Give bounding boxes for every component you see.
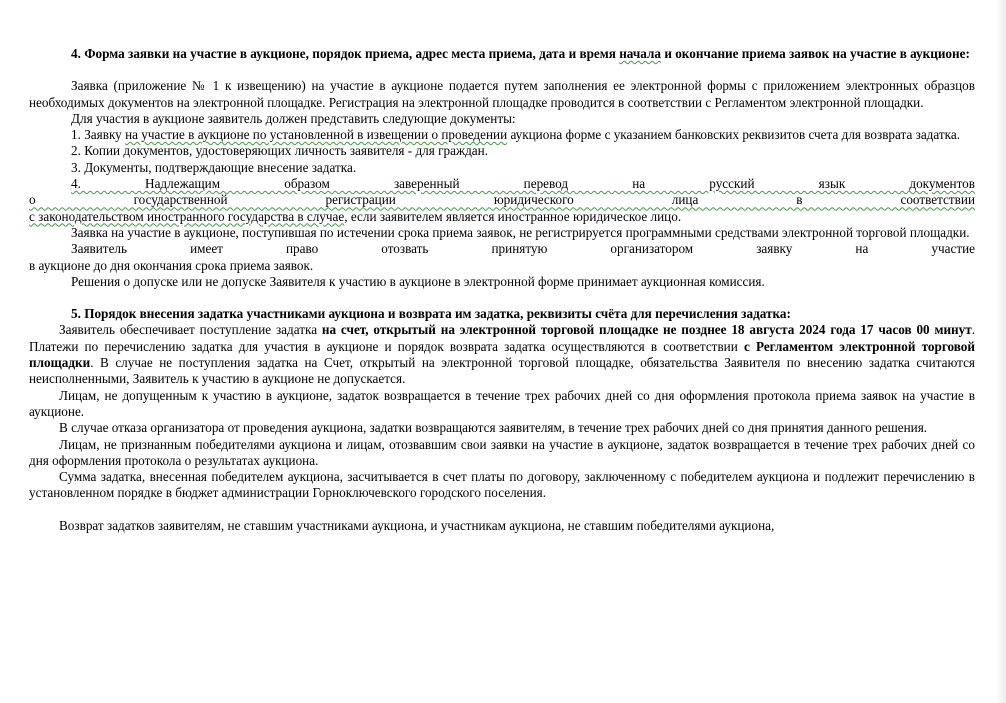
spell-check-underline: с законодательством иностранного государства в случае	[29, 208, 345, 224]
paragraph: Сумма задатка, внесенная победителем аукциона, засчитывается в счет платы по договору, заключенному с победителем аукциона и подлежит перечислению в установленном порядке в бюджет администрации Горноключевского городского поселения.	[29, 469, 975, 501]
list-item	[29, 176, 975, 192]
list-item: 2. Копии документов, удостоверяющих личность заявителя - для граждан.	[71, 143, 489, 159]
spell-check-underline: 4. Надлежащим образом заверенный перевод на русский язык документов	[71, 176, 975, 192]
list-item-continued	[29, 192, 975, 208]
list-item-continued: с законодательством иностранного государства в случае, если заявителем является иностранное юридическое лицо.	[29, 208, 682, 224]
list-item: 1. Заявку на участие в аукционе по установленной в извещении о проведении аукциона форме с указанием банковских реквизитов счета для возврата задатка.	[71, 127, 961, 143]
paragraph: Лицам, не признанным победителями аукциона и лицам, отозвавшим свои заявки на участие в аукционе, задаток возвращается в течение трех рабочих дней со дня оформления протокола о результатах аукциона.	[29, 436, 975, 468]
section-4-heading: 4. Форма заявки на участие в аукционе, порядок приема, адрес места приема, дата и время начала и окончание приема заявок на участие в аукционе:	[71, 46, 970, 61]
paragraph: Заявитель обеспечивает поступление задатка на счет, открытый на электронной торговой площадке не позднее 18 августа 2024 года 17 часов 00 минут. Платежи по перечислению задатка для участия в аукционе и порядок возврата задатка осуществляются в соответствии с Регламентом электронной торговой площадки. В случае не поступления задатка на Счет, открытый на электронной торговой площадке, обязательства Заявителя по внесению задатка считаются неисполненными, Заявитель к участию в аукционе не допускается.	[29, 322, 976, 387]
list-item: 3. Документы, подтверждающие внесение задатка.	[71, 159, 357, 175]
paragraph: Заявитель имеет право отозвать принятую организатором заявку на участие	[71, 241, 975, 257]
paragraph: Заявка (приложение № 1 к извещению) на участие в аукционе подается путем заполнения ее электронной формы с приложением электронных образцов необходимых документов на электронной площадке. Регистрация на электронной площадке проводится в соответствии с Регламентом электронной площадки.	[29, 78, 975, 110]
paragraph-continued: в аукционе до дня окончания срока приема заявок.	[29, 257, 314, 273]
paragraph: В случае отказа организатора от проведения аукциона, задатки возвращаются заявителям, в течение трех рабочих дней со дня принятия данного решения.	[59, 420, 928, 436]
paragraph: Решения о допуске или не допуске Заявителя к участию в аукционе в электронной форме принимает аукционная комиссия.	[71, 273, 765, 289]
paragraph: Возврат задатков заявителям, не ставшим участниками аукциона, и участникам аукциона, не ставшим победителями аукциона,	[59, 517, 775, 533]
section-5-heading: 5. Порядок внесения задатка участниками аукциона и возврата им задатка, реквизиты счёта для перечисления задатка:	[71, 306, 791, 322]
paragraph: Заявка на участие в аукционе, поступившая по истечении срока приема заявок, не регистрируется программными средствами электронной торговой площадки.	[71, 224, 970, 240]
document-body	[29, 46, 975, 534]
paragraph: Лицам, не допущенным к участию в аукционе, задаток возвращается в течение трех рабочих дней со дня оформления протокола приема заявок на участие в аукционе.	[29, 387, 975, 419]
spell-check-underline: начала	[619, 46, 662, 61]
spell-check-underline: о государственной регистрации юридического лица в соответствии	[29, 192, 975, 208]
paragraph: Для участия в аукционе заявитель должен представить следующие документы:	[71, 110, 516, 126]
spell-check-underline: на участие в аукционе по установленной в извещении о проведении	[125, 127, 508, 143]
